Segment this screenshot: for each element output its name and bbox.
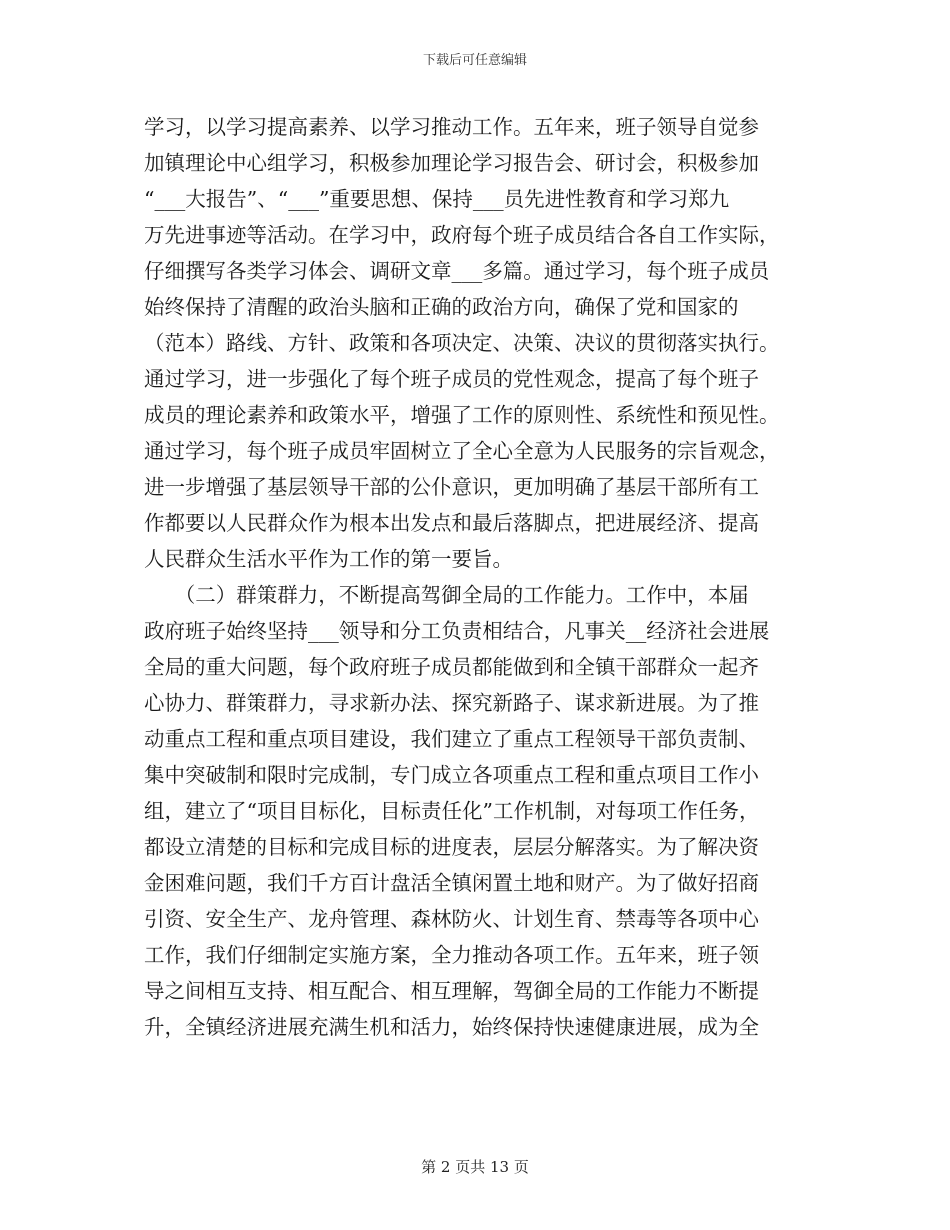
text-line: 进一步增强了基层领导干部的公仆意识，更加明确了基层干部所有工 [144, 475, 759, 499]
text-line: 始终保持了清醒的政治头脑和正确的政治方向，确保了党和国家的 [144, 295, 739, 319]
page-number-footer: 第 2 页共 13 页 [421, 1158, 529, 1176]
text-line: 心协力、群策群力，寻求新办法、探究新路子、谋求新进展。为了推 [144, 691, 759, 715]
text-line: 集中突破制和限时完成制，专门成立各项重点工程和重点项目工作小 [144, 763, 759, 787]
text-line: 全局的重大问题，每个政府班子成员都能做到和全镇干部群众一起齐 [144, 655, 759, 679]
text-line: 动重点工程和重点项目建设，我们建立了重点工程领导干部负责制、 [144, 727, 759, 751]
text-line: 人民群众生活水平作为工作的第一要旨。 [144, 547, 513, 571]
text-line: 政府班子始终坚持___领导和分工负责相结合，凡事关__经济社会进展 [144, 619, 770, 643]
text-line: 导之间相互支持、相互配合、相互理解，驾御全局的工作能力不断提 [144, 979, 759, 1003]
section-heading-line: （二）群策群力，不断提高驾御全局的工作能力。工作中，本届 [144, 583, 749, 607]
text-line: 组，建立了“项目目标化，目标责任化”工作机制，对每项工作任务， [144, 799, 760, 823]
text-line: 金困难问题，我们千方百计盘活全镇闲置土地和财产。为了做好招商 [144, 871, 759, 895]
text-line: 引资、安全生产、龙舟管理、森林防火、计划生育、禁毒等各项中心 [144, 907, 759, 931]
text-line: 升，全镇经济进展充满生机和活力，始终保持快速健康进展，成为全 [144, 1015, 759, 1039]
page-header: 下载后可任意编辑 [422, 53, 527, 68]
text-line: 成员的理论素养和政策水平，增强了工作的原则性、系统性和预见性。 [144, 403, 780, 427]
text-line: 仔细撰写各类学习体会、调研文章___多篇。通过学习，每个班子成员 [144, 259, 770, 283]
text-line: 加镇理论中心组学习，积极参加理论学习报告会、研讨会，积极参加 [144, 151, 759, 175]
text-line: 作都要以人民群众作为根本出发点和最后落脚点，把进展经济、提高 [144, 511, 759, 535]
text-line: 万先进事迹等活动。在学习中，政府每个班子成员结合各自工作实际， [144, 223, 780, 247]
text-line: 通过学习，每个班子成员牢固树立了全心全意为人民服务的宗旨观念， [144, 439, 780, 463]
text-line: 都设立清楚的目标和完成目标的进度表，层层分解落实。为了解决资 [144, 835, 759, 859]
document-body [144, 109, 816, 1045]
text-line: 通过学习，进一步强化了每个班子成员的党性观念，提高了每个班子 [144, 367, 759, 391]
text-line: “___大报告”、“___”重要思想、保持___员先进性教育和学习郑九 [144, 187, 730, 211]
text-line: 学习，以学习提高素养、以学习推动工作。五年来，班子领导自觉参 [144, 115, 759, 139]
text-line: （范本）路线、方针、政策和各项决定、决策、决议的贯彻落实执行。 [144, 331, 780, 355]
text-line: 工作，我们仔细制定实施方案，全力推动各项工作。五年来，班子领 [144, 943, 759, 967]
